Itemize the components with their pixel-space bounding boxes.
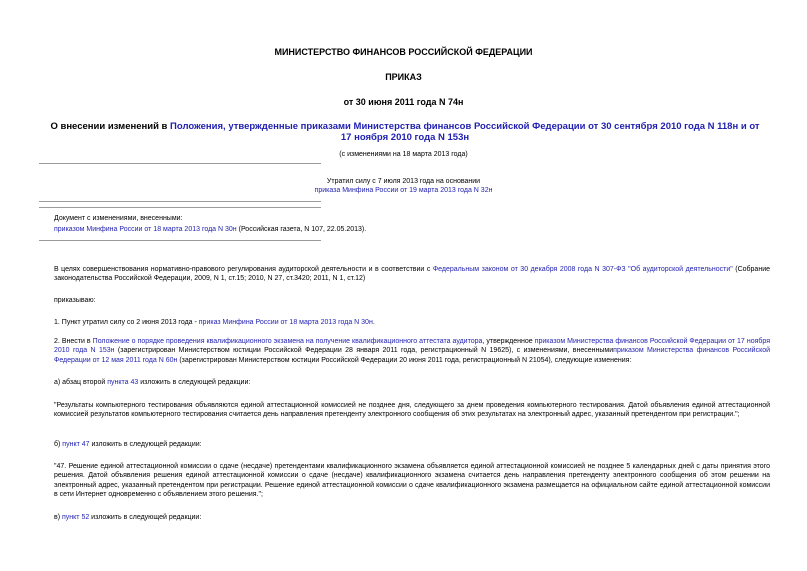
changes-order-link[interactable]: приказом Минфина России от 18 марта 2013 года N 30н [54,226,237,233]
federal-law-link[interactable]: Федеральным законом от 30 декабря 2008 года N 307-ФЗ "Об аудиторской деятельности" [432,266,733,273]
order-153n-link[interactable]: приказом Министерства финансов Российской Федерации от 17 ноября 2010 года N 153н [54,338,770,355]
doc-date-heading: от 30 июня 2011 года N 74н [343,97,464,107]
divider-line [39,240,321,241]
changes-intro: Документ с изменениями, внесенными: [54,215,183,222]
quote-b: "47. Решение единой аттестационной комиссии о сдаче (несдаче) претендентами квалификационного экзамена объявляется единой аттестационной комиссией не позднее 5 календарных дней с даты принятия этого решения. Датой объявления решения единой аттестационной комиссии о сдаче (несдаче) квалификационного экзамена считается день направления претенденту электронного сообщения об этом решении на электронный адрес, указанный претендентом при регистрации. Решение единой аттестационной комиссии о сдаче квалификационного экзамена размещается на официальном сайте единой аттестационной комиссии в сети Интернет одновременно с объявлением этого решения."; [54,463,770,499]
subitem-b-tail: изложить в следующей редакции: [89,441,202,448]
amendments-note: (с изменениями на 18 марта 2013 года) [339,151,468,158]
preamble-paragraph [54,265,770,284]
ministry-heading: МИНИСТЕРСТВО ФИНАНСОВ РОССИЙСКОЙ ФЕДЕРАЦИИ [274,47,533,57]
preamble-tail: (Собрание законодательства Российской Федерации, 2009, N 1, ст.15; 2010, N 27, ст.3420; 2011, N 1, ст.12) [54,266,770,283]
expired-note: Утратил силу с 7 июля 2013 года на основании [326,178,481,185]
item-2-text: 2. Внести в [54,338,93,345]
item-2-text-b: , утвержденное [482,338,535,345]
subitem-c-tail: изложить в следующей редакции: [89,514,202,521]
divider-line [39,163,321,164]
changes-tail: (Российская газета, N 107, 22.05.2013). [236,226,367,233]
title-link-regulations[interactable]: Положения, утвержденные приказами Министерства финансов Российской Федерации от 30 сентября 2010 года N 118н и от 17 ноября 2010 года N 153н [170,121,760,143]
subitem-a-tail: изложить в следующей редакции: [138,379,251,386]
quote-a: "Результаты компьютерного тестирования объявляются единой аттестационной комиссией не позднее дня, следующего за днем проведения компьютерного тестирования. Датой объявления единой аттестационной комиссией результатов компьютерного тестирования считается день направления претенденту электронного сообщения об этих результатах на электронный адрес, указанный претендентом при регистрации."; [54,402,770,419]
subitem-a [54,378,770,387]
order-60n-link[interactable]: приказом Министерства финансов Российской Федерации от 12 мая 2011 года N 60н [54,347,771,364]
expired-link-wrap [0,187,807,194]
preamble-text: В целях совершенствования нормативно-правового регулирования аудиторской деятельности и в соответствии с [54,266,433,273]
clause-52-link[interactable]: пункт 52 [62,514,90,521]
item-1 [54,318,770,327]
doc-type-heading: ПРИКАЗ [385,72,422,82]
subitem-b-text: б) [54,441,63,448]
clause-43-link[interactable]: пункта 43 [107,379,139,386]
item-1-tail: . [372,319,375,326]
regulation-link[interactable]: Положение о порядке проведения квалификационного экзамена на получение квалификационного аттестата аудитора [92,338,483,345]
divider-line [39,201,321,202]
item-2-text-d: (зарегистрирован Министерством юстиции Российской Федерации 20 июня 2011 года, регистрационный N 21054), следующие изменения: [177,356,632,364]
document-title [45,121,765,143]
subitem-a-text: а) абзац второй [54,379,108,386]
clause-47-link[interactable]: пункт 47 [62,441,90,448]
divider-line [39,207,321,208]
item-1-link[interactable]: приказ Минфина России от 18 марта 2013 года N 30н [198,319,373,326]
title-text: О внесении изменений в [50,121,171,132]
changes-line [54,226,366,233]
order-word: приказываю: [54,297,96,304]
subitem-b [54,440,770,449]
subitem-c [54,513,770,522]
item-1-text: 1. Пункт утратил силу со 2 июня 2013 года - [54,319,199,326]
item-2 [54,337,770,365]
expired-order-link[interactable]: приказа Минфина России от 19 марта 2013 года N 32н [314,187,493,194]
item-2-text-c: (зарегистрирован Министерством юстиции Российской Федерации 28 января 2011 года, регистрационный N 19625), с изменениями, внесенными [114,347,614,355]
subitem-c-text: в) [54,514,62,521]
